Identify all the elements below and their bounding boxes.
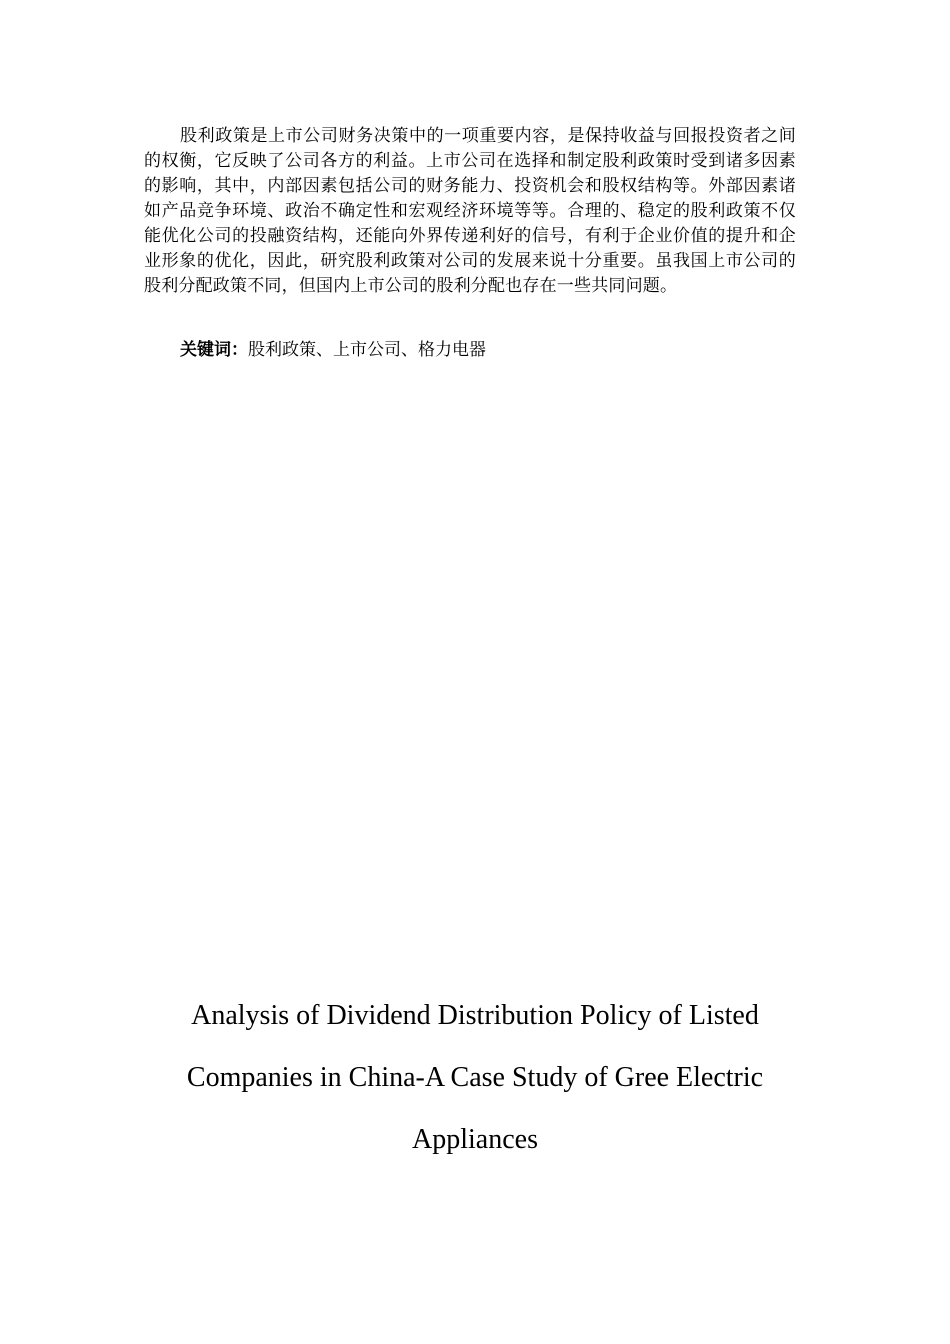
keywords-value: 股利政策、上市公司、格力电器 xyxy=(248,340,486,360)
english-title-line-2: Companies in China-A Case Study of Gree Electric xyxy=(186,1062,764,1093)
keywords-line xyxy=(180,338,486,363)
english-title-line-1: Analysis of Dividend Distribution Policy of Listed xyxy=(191,1000,759,1031)
english-title xyxy=(100,985,850,1171)
keywords-label: 关键词： xyxy=(180,340,248,360)
english-title-line-3: Appliances xyxy=(412,1124,538,1155)
abstract-paragraph: 股利政策是上市公司财务决策中的一项重要内容，是保持收益与回报投资者之间的权衡，它反映了公司各方的利益。上市公司在选择和制定股利政策时受到诸多因素的影响，其中，内部因素包括公司的财务能力、投资机会和股权结构等。外部因素诸如产品竞争环境、政治不确定性和宏观经济环境等等。合理的、稳定的股利政策不仅能优化公司的投融资结构，还能向外界传递利好的信号，有利于企业价值的提升和企业形象的优化，因此，研究股利政策对公司的发展来说十分重要。虽我国上市公司的股利分配政策不同，但国内上市公司的股利分配也存在一些共同问题。 xyxy=(144,126,796,296)
